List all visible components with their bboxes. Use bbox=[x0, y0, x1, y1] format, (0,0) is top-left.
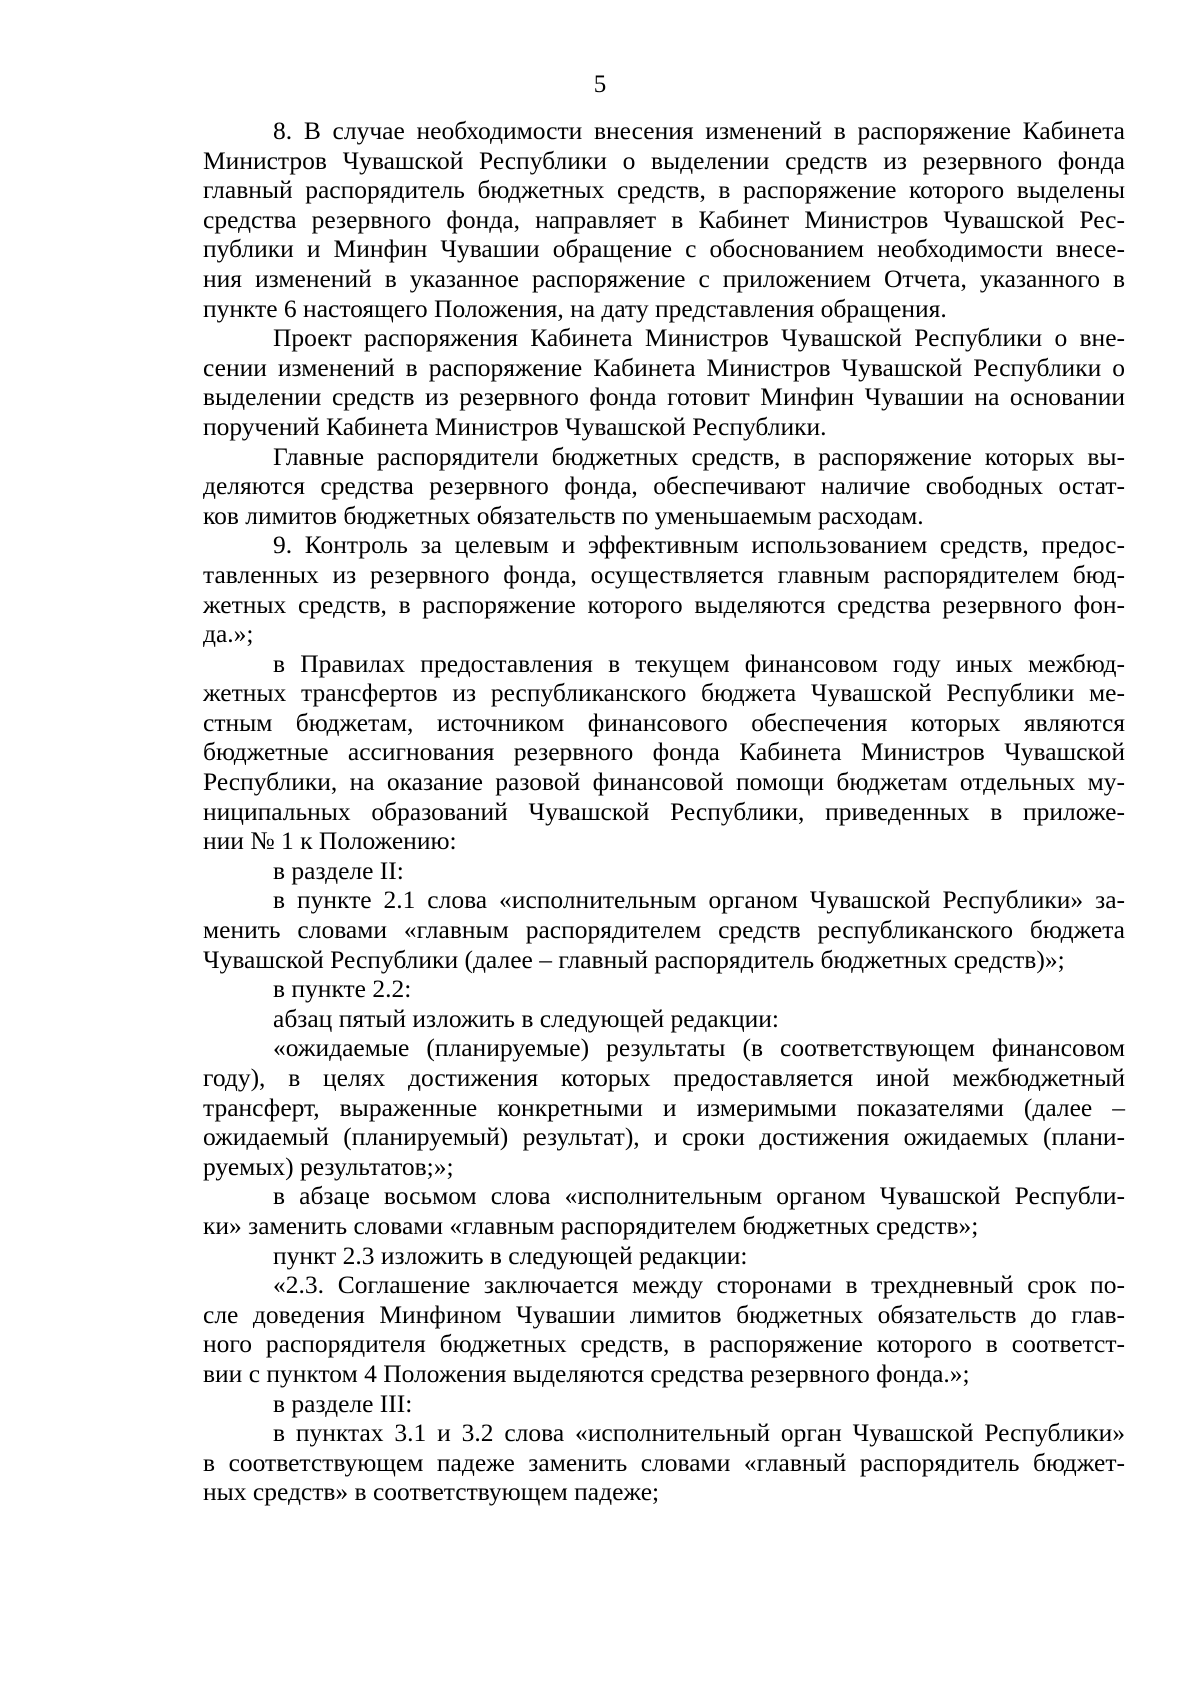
text-line: ков лимитов бюджетных обязательств по уменьшаемым расходам. bbox=[203, 500, 924, 530]
text-line: стным бюджетам, источником финансового обеспечения которых являются bbox=[203, 707, 1125, 737]
text-line: выделении средств из резервного фонда готовит Минфин Чувашии на основании bbox=[203, 382, 1125, 412]
text-line: руемых) результатов;»; bbox=[203, 1151, 454, 1181]
text-line: нии № 1 к Положению: bbox=[203, 826, 457, 856]
paragraph-point-2-3 bbox=[203, 1270, 1125, 1388]
text-line: жетных трансфертов из республиканского бюджета Чувашской Республики ме- bbox=[203, 678, 1125, 708]
text-line: поручений Кабинета Министров Чувашской Республики. bbox=[203, 411, 827, 441]
text-line: в пункте 2.1 слова «исполнительным органом Чувашской Республики» за- bbox=[273, 885, 1125, 915]
text-line: ожидаемый (планируемый) результат), и сроки достижения ожидаемых (плани- bbox=[203, 1122, 1125, 1152]
text-line: вии с пунктом 4 Положения выделяются средства резервного фонда.»; bbox=[203, 1358, 970, 1388]
paragraph-point-2-1 bbox=[203, 885, 1125, 974]
paragraph-draft-order bbox=[203, 323, 1125, 441]
text-line: Проект распоряжения Кабинета Министров Чувашской Республики о вне- bbox=[273, 323, 1125, 353]
paragraph-expected-results bbox=[203, 1033, 1125, 1181]
paragraph-section-8 bbox=[203, 116, 1125, 323]
paragraph-section-ii bbox=[203, 856, 1125, 886]
text-line: в Правилах предоставления в текущем финансовом году иных межбюд- bbox=[273, 648, 1125, 678]
text-line: главный распорядитель бюджетных средств, в распоряжение которого выделены bbox=[203, 175, 1125, 205]
text-line: в разделе III: bbox=[273, 1388, 413, 1418]
text-line: 8. В случае необходимости внесения изменений в распоряжение Кабинета bbox=[273, 116, 1125, 145]
paragraph-point-2-3-intro bbox=[203, 1241, 1125, 1271]
text-line: да.»; bbox=[203, 619, 254, 649]
document-body bbox=[203, 116, 1125, 1507]
text-line: тавленных из резервного фонда, осуществляется главным распорядителем бюд- bbox=[203, 559, 1125, 589]
page-number: 5 bbox=[593, 71, 607, 98]
text-line: в пункте 2.2: bbox=[273, 974, 412, 1004]
text-line: ных средств» в соответствующем падеже; bbox=[203, 1477, 660, 1507]
text-line: деляются средства резервного фонда, обеспечивают наличие свободных остат- bbox=[203, 471, 1125, 501]
text-line: ния изменений в указанное распоряжение с приложением Отчета, указанного в bbox=[203, 263, 1125, 293]
text-line: ного распорядителя бюджетных средств, в распоряжение которого в соответст- bbox=[203, 1329, 1125, 1359]
text-line: Главные распорядители бюджетных средств, в распоряжение которых вы- bbox=[273, 441, 1125, 471]
paragraph-points-3-1-3-2 bbox=[203, 1418, 1125, 1507]
text-line: абзац пятый изложить в следующей редакции: bbox=[273, 1003, 779, 1033]
text-line: жетных средств, в распоряжение которого выделяются средства резервного фон- bbox=[203, 589, 1125, 619]
text-line: ки» заменить словами «главным распорядителем бюджетных средств»; bbox=[203, 1210, 979, 1240]
text-line: сении изменений в распоряжение Кабинета Министров Чувашской Республики о bbox=[203, 352, 1125, 382]
text-line: году), в целях достижения которых предоставляется иной межбюджетный bbox=[203, 1063, 1125, 1092]
text-line: пункте 6 настоящего Положения, на дату представления обращения. bbox=[203, 293, 947, 323]
text-line: «2.3. Соглашение заключается между сторонами в трехдневный срок по- bbox=[273, 1270, 1125, 1300]
paragraph-point-2-2 bbox=[203, 974, 1125, 1004]
paragraph-rules-transfers bbox=[203, 649, 1125, 856]
paragraph-fifth-subparagraph bbox=[203, 1004, 1125, 1034]
text-line: 9. Контроль за целевым и эффективным использованием средств, предос- bbox=[273, 530, 1125, 560]
text-line: публики и Минфин Чувашии обращение с обоснованием необходимости внесе- bbox=[203, 234, 1125, 264]
paragraph-eighth-subparagraph bbox=[203, 1181, 1125, 1240]
text-line: ниципальных образований Чувашской Республики, приведенных в приложе- bbox=[203, 796, 1125, 826]
text-line: средства резервного фонда, направляет в Кабинет Министров Чувашской Рес- bbox=[203, 204, 1125, 234]
text-line: в абзаце восьмом слова «исполнительным органом Чувашской Республи- bbox=[273, 1181, 1125, 1211]
paragraph-section-iii bbox=[203, 1389, 1125, 1419]
paragraph-section-9 bbox=[203, 530, 1125, 648]
text-line: трансферт, выраженные конкретными и измеримыми показателями (далее – bbox=[203, 1092, 1125, 1122]
text-line: Министров Чувашской Республики о выделении средств из резервного фонда bbox=[203, 145, 1125, 175]
text-line: «ожидаемые (планируемые) результаты (в соответствующем финансовом bbox=[273, 1033, 1125, 1063]
text-line: в разделе II: bbox=[273, 855, 404, 885]
text-line: пункт 2.3 изложить в следующей редакции: bbox=[273, 1240, 748, 1270]
text-line: в соответствующем падеже заменить словами «главный распорядитель бюджет- bbox=[203, 1447, 1125, 1477]
text-line: в пунктах 3.1 и 3.2 слова «исполнительный орган Чувашской Республики» bbox=[273, 1418, 1125, 1448]
text-line: Республики, на оказание разовой финансовой помощи бюджетам отдельных му- bbox=[203, 767, 1125, 797]
text-line: менить словами «главным распорядителем средств республиканского бюджета bbox=[203, 915, 1125, 945]
paragraph-chief-managers bbox=[203, 442, 1125, 531]
text-line: сле доведения Минфином Чувашии лимитов бюджетных обязательств до глав- bbox=[203, 1299, 1125, 1329]
text-line: Чувашской Республики (далее – главный распорядитель бюджетных средств)»; bbox=[203, 944, 1065, 974]
text-line: бюджетные ассигнования резервного фонда Кабинета Министров Чувашской bbox=[203, 737, 1125, 767]
